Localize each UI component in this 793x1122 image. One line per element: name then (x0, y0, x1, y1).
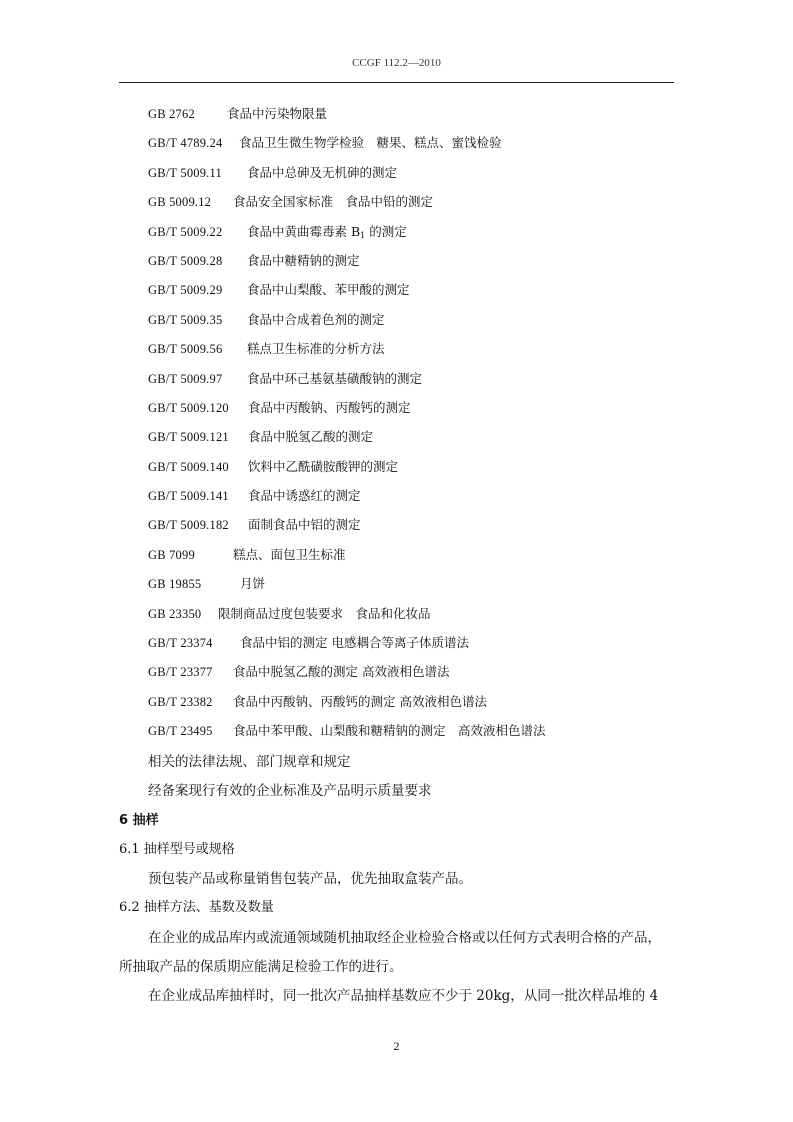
reference-code: GB 5009.12 (148, 195, 212, 210)
reference-title: 食品中丙酸钠、丙酸钙的测定 (248, 399, 411, 415)
paragraph (119, 926, 674, 1013)
reference-title: 糕点、面包卫生标准 (233, 546, 346, 562)
reference-code: GB/T 5009.56 (148, 342, 223, 357)
reference-title: 食品中总砷及无机砷的测定 (247, 164, 398, 180)
reference-title: 糕点卫生标准的分析方法 (247, 341, 385, 357)
reference-title: 食品中脱氢乙酸的测定 (248, 429, 374, 445)
subsection-text: 预包装产品或称量销售包装产品，优先抽取盒装产品。 (148, 871, 472, 887)
reference-item (148, 603, 546, 632)
reference-title: 食品中苯甲酸、山梨酸和糖精钠的测定 高效液相色谱法 (233, 723, 546, 739)
paragraph-line: 所抽取产品的保质期应能满足检验工作的进行。 (119, 959, 403, 975)
reference-title: 食品中山梨酸、苯甲酸的测定 (247, 282, 410, 298)
reference-code: GB 7099 (148, 547, 195, 562)
subsection-title: 6.2 抽样方法、基数及数量 (119, 900, 274, 915)
reference-code: GB/T 23495 (148, 724, 213, 739)
reference-code: GB/T 5009.182 (148, 518, 229, 533)
reference-item (148, 514, 546, 543)
reference-item (148, 309, 546, 338)
reference-item (148, 632, 546, 661)
reference-title: 食品中糖精钠的测定 (247, 252, 360, 268)
reference-title: 食品卫生微生物学检验 糖果、糕点、蜜饯检验 (239, 135, 502, 151)
reference-item (148, 103, 546, 132)
section-heading: 6 抽样 (119, 813, 159, 828)
other-reference-enterprise-standards: 经备案现行有效的企业标准及产品明示质量要求 (148, 783, 432, 799)
reference-item (148, 162, 546, 191)
reference-item (148, 426, 546, 455)
reference-item (148, 397, 546, 426)
reference-code: GB/T 5009.35 (148, 312, 223, 327)
reference-code: GB 2762 (148, 107, 195, 121)
reference-title: 食品中脱氢乙酸的测定 高效液相色谱法 (233, 664, 450, 680)
reference-title: 面制食品中铝的测定 (248, 517, 361, 533)
other-reference-laws: 相关的法律法规、部门规章和规定 (148, 754, 351, 770)
reference-title: 食品中合成着色剂的测定 (247, 311, 385, 327)
reference-code: GB/T 23374 (148, 636, 213, 651)
reference-code: GB/T 5009.29 (148, 283, 223, 298)
reference-item (148, 338, 546, 367)
reference-item (148, 191, 546, 220)
reference-item (148, 661, 546, 690)
reference-item (148, 720, 546, 749)
reference-item (148, 368, 546, 397)
normative-references-list (148, 103, 546, 750)
reference-title: 食品中环己基氨基磺酸钠的测定 (247, 370, 423, 386)
reference-title-subscript: 1 (360, 230, 366, 240)
reference-title-text: 食品中黄曲霉毒素 B (247, 223, 361, 239)
reference-title: 食品中诱惑红的测定 (248, 488, 361, 504)
reference-code: GB/T 5009.22 (148, 224, 223, 239)
reference-title: 月饼 (240, 576, 266, 592)
reference-code: GB 19855 (148, 577, 202, 592)
reference-title: 饮料中乙酰磺胺酸钾的测定 (248, 458, 399, 474)
reference-code: GB/T 23382 (148, 694, 213, 709)
reference-code: GB/T 5009.141 (148, 489, 229, 504)
reference-title: 限制商品过度包装要求 食品和化妆品 (218, 605, 431, 621)
reference-item (148, 544, 546, 573)
reference-code: GB/T 5009.28 (148, 253, 223, 268)
reference-code: GB/T 5009.140 (148, 459, 229, 474)
reference-item (148, 573, 546, 602)
reference-code: GB/T 23377 (148, 665, 213, 680)
reference-item (148, 279, 546, 308)
page-header: CCGF 112.2—2010 (352, 57, 441, 69)
reference-code: GB/T 5009.97 (148, 371, 223, 386)
reference-code: GB/T 5009.121 (148, 430, 229, 445)
reference-title-text: 的测定 (365, 223, 407, 239)
reference-code: GB/T 5009.120 (148, 400, 229, 415)
reference-code: GB 23350 (148, 606, 202, 621)
reference-item (148, 485, 546, 514)
reference-title: 食品中污染物限量 (227, 106, 328, 121)
reference-code: GB/T 4789.24 (148, 136, 223, 151)
reference-item (148, 221, 546, 250)
reference-title: 食品安全国家标准 食品中铅的测定 (233, 194, 434, 210)
reference-item (148, 132, 546, 161)
page-number: 2 (393, 1039, 400, 1053)
reference-title: 食品中铝的测定 电感耦合等离子体质谱法 (240, 635, 469, 651)
reference-title: 食品中丙酸钠、丙酸钙的测定 高效液相色谱法 (233, 693, 487, 709)
reference-code: GB/T 5009.11 (148, 165, 222, 180)
reference-item (148, 250, 546, 279)
reference-title (247, 221, 407, 247)
paragraph-line: 在企业成品库抽样时，同一批次产品抽样基数应不少于 20kg，从同一批次样品堆的 4 (148, 988, 659, 1004)
paragraph-line: 在企业的成品库内或流通领域随机抽取经企业检验合格或以任何方式表明合格的产品， (148, 930, 661, 946)
subsection-title: 6.1 抽样型号或规格 (119, 842, 235, 857)
reference-item (148, 691, 546, 720)
header-rule (119, 82, 674, 83)
reference-item (148, 456, 546, 485)
